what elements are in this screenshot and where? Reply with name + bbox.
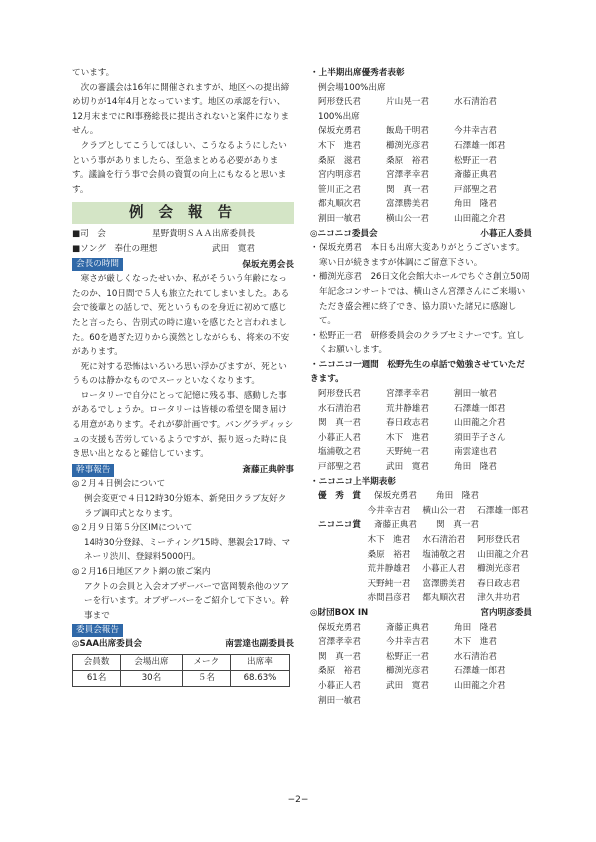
member-name: 桑原 裕君 bbox=[318, 666, 361, 677]
member-name: 角田 隆君 bbox=[454, 199, 497, 210]
name-row bbox=[318, 416, 532, 431]
secretary-item-title: ◎２月９日第５分区IMについて bbox=[72, 523, 193, 534]
attendance-value: 61名 bbox=[73, 670, 121, 686]
member-name: 戸部聖之君 bbox=[318, 462, 361, 473]
nikoniko-item-text: 櫛渕光彦君 26日文化会館大ホールでちぐさ創立50周年記念コンサートでは、横山さん宮澤さんにご来場いただき盛会裡に終了でき、協力頂いた諸兄に感謝して。 bbox=[319, 272, 530, 327]
member-name: 武田 寛君 bbox=[386, 680, 429, 691]
attendance-header: メーク bbox=[182, 654, 230, 670]
attendance-header: 会場出席 bbox=[121, 654, 183, 670]
name-row bbox=[318, 124, 532, 139]
secretary-item-title: ◎２月16日地区アクト網の旅ご案内 bbox=[72, 567, 211, 577]
member-name: 関 真一君 bbox=[386, 184, 429, 195]
member-name: 櫛渕光彦君 bbox=[477, 564, 521, 575]
award-label bbox=[310, 577, 368, 592]
intro-paragraph: 次の審議会は16年に開催されますが、地区への提出締め切りが14年4月となっています。地区の承認を行い、12月末までにRI事務総長に提出されないと案件になりません。 bbox=[72, 82, 290, 137]
committee-tag: 委員会報告 bbox=[72, 624, 123, 637]
nikoniko-header bbox=[310, 227, 532, 242]
member-name: 小暮正人君 bbox=[422, 564, 466, 575]
member-name: 木下 進君 bbox=[454, 637, 497, 648]
member-name: 天野純一君 bbox=[386, 447, 429, 458]
member-name: 都丸順次君 bbox=[318, 199, 361, 210]
member-name: 南雲達也君 bbox=[454, 447, 497, 458]
president-paragraph: 寒さが厳しくなったせいか、私がそういう年齢になったのか、10日間で５人も旅立たれてしまいました。ある会で後輩との話しで、死というものを身近に初めて感じたと言ったら、告別式の時に違いを感じたと言われました。60を過ぎた辺りから漠然としながらも、将来の不安があります。 bbox=[72, 274, 290, 358]
attendance-sub1: 例会場100%出席 bbox=[318, 82, 386, 93]
member-name: 角田 隆君 bbox=[454, 462, 497, 473]
secretary-item-body: 例会変更で４日12時30分姫本、新発田クラブ友好クラブ調印式となります。 bbox=[84, 494, 287, 519]
award-label: ニコニコ賞 bbox=[318, 520, 361, 531]
award-label bbox=[310, 504, 368, 519]
committee-header bbox=[72, 624, 294, 637]
name-row bbox=[318, 664, 532, 679]
officer-name: 星野貴明ＳＡＡ出席委員長 bbox=[152, 229, 256, 240]
award-label bbox=[310, 548, 368, 563]
page-number: −2− bbox=[287, 795, 309, 805]
member-name: 塩浦敬之君 bbox=[318, 447, 361, 458]
member-name: 宮内明彦君 bbox=[318, 170, 361, 181]
name-row bbox=[318, 694, 532, 709]
president-paragraph: ロータリーで自分にとって記憶に残る事、感動した事があるでしょうか。ロータリーは皆様の希望を聞き届ける用意があります。それが夢計画です。バングラディッシュの支援も苦労しているようですが、振り返った時に良き思い出となると確信しています。 bbox=[72, 390, 294, 460]
member-name: 斎藤正典君 bbox=[454, 170, 497, 181]
member-name: 櫛渕光彦君 bbox=[386, 140, 429, 151]
attendance-sub2: 100%出席 bbox=[318, 111, 360, 122]
member-name: 今井幸吉君 bbox=[386, 637, 429, 648]
member-name: 木下 進君 bbox=[318, 140, 361, 151]
award-label bbox=[310, 562, 368, 577]
member-name: 割田一敏君 bbox=[318, 695, 361, 706]
award-row bbox=[310, 489, 532, 504]
attendance-value: 30名 bbox=[121, 670, 183, 686]
names-list-weekly bbox=[310, 387, 532, 475]
member-name: 笹川正之君 bbox=[318, 184, 361, 195]
member-name: 今井幸吉君 bbox=[454, 126, 497, 137]
member-name: 木下 進君 bbox=[386, 432, 429, 443]
attendance-value: ５名 bbox=[182, 670, 230, 686]
member-name: 宮澤孝幸君 bbox=[318, 637, 361, 648]
president-speaker: 保坂充勇会長 bbox=[242, 259, 294, 270]
award-row bbox=[310, 533, 532, 548]
secretary-header bbox=[72, 463, 294, 478]
member-name: 宮澤孝幸君 bbox=[386, 170, 429, 181]
member-name: 松野正一君 bbox=[386, 651, 429, 662]
award-row bbox=[310, 577, 532, 592]
award-row bbox=[310, 562, 532, 577]
member-name: 松野正一君 bbox=[454, 155, 497, 166]
member-name: 横山公一君 bbox=[386, 213, 429, 224]
half-year-title: ・ニコニコ上半期表彰 bbox=[310, 476, 396, 487]
secretary-item-body: 14時30分登録、ミーティング15時、懇親会17時、マネーリ渋川、登録料5000円。 bbox=[84, 537, 291, 563]
member-name: 水石清治君 bbox=[422, 535, 466, 545]
saa-title: ◎SAA出席委員会 bbox=[72, 639, 142, 650]
attendance-award-title: ・上半期出席優秀者表彰 bbox=[310, 68, 405, 78]
name-row bbox=[318, 650, 532, 665]
member-name: 富澤勝美君 bbox=[422, 578, 466, 589]
award-label bbox=[310, 533, 368, 548]
award-row bbox=[310, 518, 532, 533]
award-row bbox=[310, 548, 532, 563]
secretary-item bbox=[72, 477, 294, 521]
member-name: 武田 寛君 bbox=[386, 462, 429, 473]
meeting-report-banner: 例会報告 bbox=[72, 202, 294, 224]
member-name: 石澤雄一郎君 bbox=[477, 505, 529, 516]
award-label: 優 秀 賞 bbox=[318, 491, 361, 502]
name-row bbox=[318, 431, 532, 446]
member-name: 水石清治君 bbox=[318, 403, 361, 414]
member-name: 小暮正人君 bbox=[318, 680, 361, 691]
member-name: 山田龍之介君 bbox=[454, 680, 506, 691]
member-name: 関 真一君 bbox=[436, 520, 479, 531]
attendance-value: 68.63% bbox=[230, 670, 289, 686]
name-row bbox=[318, 679, 532, 694]
attendance-value-row bbox=[73, 670, 290, 686]
president-tag: 会長の時間 bbox=[72, 258, 123, 271]
name-row bbox=[318, 154, 532, 169]
name-row bbox=[318, 460, 532, 475]
name-row bbox=[318, 95, 532, 110]
secretary-item bbox=[72, 521, 294, 565]
member-name: 阿形登氏君 bbox=[318, 389, 361, 400]
member-name: 桑原 裕君 bbox=[367, 549, 411, 560]
officer-row bbox=[72, 227, 294, 242]
name-row bbox=[318, 212, 532, 227]
name-row bbox=[318, 635, 532, 650]
member-name: 天野純一君 bbox=[367, 578, 411, 589]
names-list-attendance1 bbox=[310, 95, 532, 110]
box-title: ◎財団BOX IN bbox=[310, 607, 369, 618]
member-name: 角田 隆君 bbox=[454, 622, 497, 633]
member-name: 割田一敏君 bbox=[454, 389, 497, 400]
member-name: 赤間昌彦君 bbox=[367, 593, 411, 604]
box-speaker: 宮内明彦委員 bbox=[480, 607, 532, 618]
intro-line: ています。 bbox=[72, 68, 115, 78]
president-paragraph: 死に対する恐怖はいろいろ思い浮かびますが、死というものは静かなものでスーッといなくなります。 bbox=[72, 361, 287, 387]
names-list-box bbox=[310, 621, 532, 709]
member-name: 山田龍之介君 bbox=[454, 418, 506, 429]
member-name: 阿形登氏君 bbox=[318, 97, 361, 108]
member-name: 戸部聖之君 bbox=[454, 184, 497, 195]
secretary-item-title: ◎２月４日例会について bbox=[72, 479, 166, 490]
member-name: 富澤勝美君 bbox=[386, 199, 429, 210]
member-name: 小暮正人君 bbox=[318, 432, 361, 443]
member-name: 須田芋子さん bbox=[454, 432, 506, 443]
intro-text bbox=[72, 66, 294, 197]
officer-row bbox=[72, 242, 294, 257]
member-name: 石澤雄一郎君 bbox=[454, 666, 506, 677]
nikoniko-item-text: 松野正一君 研修委員会のクラブセミナーです。宜しくお願いします。 bbox=[319, 330, 525, 356]
member-name: 櫛渕光彦君 bbox=[386, 666, 429, 677]
right-column bbox=[310, 66, 532, 708]
left-column bbox=[72, 66, 294, 687]
saa-header bbox=[72, 637, 294, 652]
member-name: 荒井静雄君 bbox=[386, 403, 429, 414]
name-row bbox=[318, 168, 532, 183]
attendance-header-row bbox=[73, 654, 290, 670]
member-name: 関 真一君 bbox=[318, 418, 361, 429]
name-row bbox=[318, 139, 532, 154]
award-label bbox=[310, 591, 368, 606]
member-name: 石澤雄一郎君 bbox=[454, 140, 506, 151]
member-name: 斎藤正典君 bbox=[386, 622, 429, 633]
member-name: 割田一敏君 bbox=[318, 213, 361, 224]
name-row bbox=[318, 402, 532, 417]
president-text bbox=[72, 272, 294, 462]
nikoniko-item: ・ 保坂充勇君 本日も出席大変ありがとうございます。寒い日が続きますが体調にご留意下さい。 bbox=[310, 241, 532, 270]
officer-name: 武田 寛君 bbox=[212, 243, 255, 254]
member-name: 横山公一君 bbox=[422, 505, 466, 516]
member-name: 桑原 滋君 bbox=[318, 155, 361, 166]
member-name: 桑原 裕君 bbox=[386, 155, 429, 166]
secretary-tag: 幹事報告 bbox=[72, 464, 114, 477]
member-name: 水石清治君 bbox=[454, 651, 497, 662]
member-name: 今井幸吉君 bbox=[367, 505, 411, 516]
member-name: 石澤雄一郎君 bbox=[454, 403, 506, 414]
member-name: 角田 隆君 bbox=[436, 491, 479, 502]
attendance-table bbox=[72, 654, 290, 687]
member-name: 山田龍之介君 bbox=[454, 213, 506, 224]
officer-role: ■司 会 bbox=[72, 229, 106, 240]
name-row bbox=[318, 197, 532, 212]
nikoniko-item-text: 保坂充勇君 本日も出席大変ありがとうございます。寒い日が続きますが体調にご留意下さい。 bbox=[319, 243, 525, 268]
member-name: 春日政志君 bbox=[477, 578, 521, 589]
member-name: 塩浦敬之君 bbox=[422, 549, 466, 560]
names-list-attendance2 bbox=[310, 124, 532, 226]
member-name: 山田龍之介君 bbox=[477, 549, 529, 560]
saa-speaker: 南雲達也副委員長 bbox=[225, 639, 294, 650]
nikoniko-speaker: 小暮正人委員 bbox=[480, 228, 532, 239]
member-name: 片山晃一君 bbox=[386, 97, 429, 108]
member-name: 水石清治君 bbox=[454, 97, 497, 108]
member-name: 飯島千明君 bbox=[386, 126, 429, 137]
name-row bbox=[318, 183, 532, 198]
nikoniko-title: ◎ニコニコ委員会 bbox=[310, 228, 378, 239]
member-name: 津久井功君 bbox=[477, 593, 521, 604]
award-row bbox=[310, 591, 532, 606]
weekly-title: ・ニコニコ一週間 松野先生の卓話で勉強させていただきます。 bbox=[310, 359, 525, 385]
member-name: 都丸順次君 bbox=[422, 593, 466, 604]
president-header bbox=[72, 258, 294, 273]
officer-role: ■ソング 奉仕の理想 bbox=[72, 243, 158, 254]
member-name: 荒井静雄君 bbox=[367, 564, 411, 575]
intro-paragraph: クラブとしてこうしてほしい、こうなるようにしたいという事がありましたら、至急まとめる必要があります。議論を行う事で会員の資質の向上にもなると思います。 bbox=[72, 140, 287, 195]
member-name: 保坂充勇君 bbox=[318, 622, 361, 633]
nikoniko-item: ・ 松野正一君 研修委員会のクラブセミナーです。宜しくお願いします。 bbox=[310, 329, 532, 358]
box-header bbox=[310, 606, 532, 621]
half-year-awards bbox=[310, 489, 532, 606]
award-row bbox=[310, 504, 532, 519]
member-name: 保坂充勇君 bbox=[318, 126, 361, 137]
name-row bbox=[318, 387, 532, 402]
name-row bbox=[318, 621, 532, 636]
member-name: 関 真一君 bbox=[318, 651, 361, 662]
name-row bbox=[318, 445, 532, 460]
member-name: 保坂充勇君 bbox=[374, 491, 417, 502]
attendance-header: 出席率 bbox=[230, 654, 289, 670]
member-name: 春日政志君 bbox=[386, 418, 429, 429]
secretary-speaker: 斎藤正典幹事 bbox=[242, 464, 294, 475]
secretary-item-body: アクトの会員と入会オブザーバーで富岡製糸他のツアーを行います。オブザーバーをご紹介して下さい。幹事まで bbox=[84, 581, 290, 621]
nikoniko-item: ・ 櫛渕光彦君 26日文化会館大ホールでちぐさ創立50周年記念コンサートでは、横山さん宮澤さんにご来場いただき盛会裡に終了でき、協力頂いた諸兄に感謝して。 bbox=[310, 270, 532, 328]
member-name: 宮澤孝幸君 bbox=[386, 389, 429, 400]
member-name: 木下 進君 bbox=[367, 535, 411, 545]
member-name: 斎藤正典君 bbox=[374, 520, 417, 531]
attendance-header: 会員数 bbox=[73, 654, 121, 670]
member-name: 阿形登氏君 bbox=[477, 535, 521, 545]
secretary-item bbox=[72, 565, 294, 623]
